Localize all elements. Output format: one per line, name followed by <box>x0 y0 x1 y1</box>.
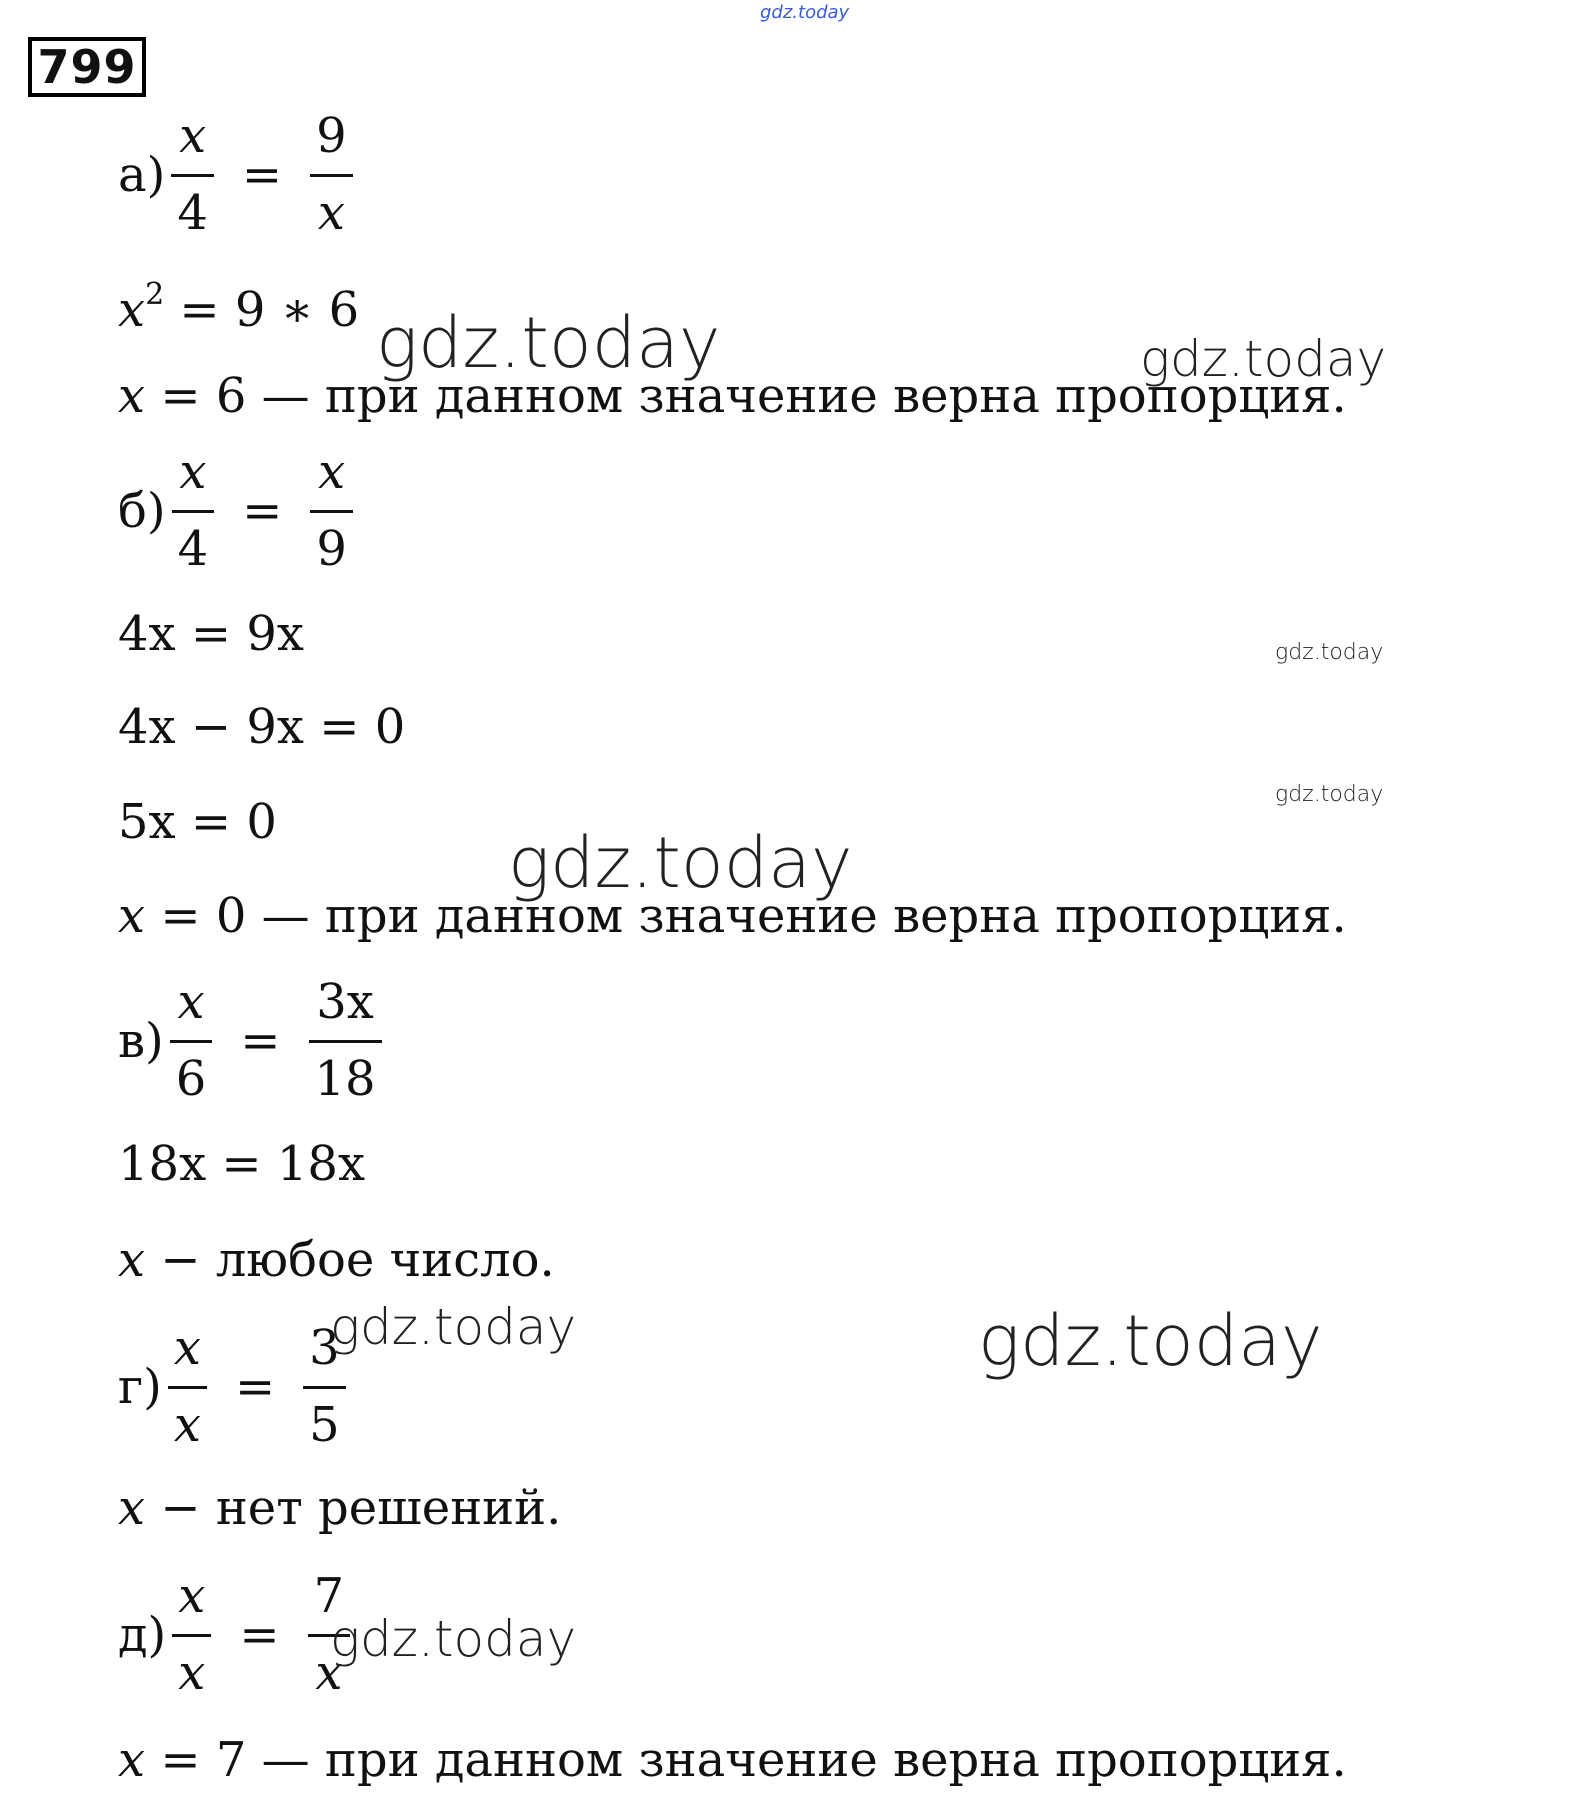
problem-number: 799 <box>28 37 146 97</box>
part-c-label: в) <box>118 1012 164 1069</box>
part-e-answer: x = 7 — при данном значение верна пропорция. <box>118 1732 1347 1788</box>
part-c-answer: x − любое число. <box>118 1232 555 1288</box>
fraction: $\frac{x}{4}$ <box>171 112 214 237</box>
fraction: $\frac{x}{x}$ <box>168 1324 207 1449</box>
watermark: gdz.today <box>376 302 721 384</box>
part-b-label: б) <box>118 482 166 539</box>
watermark: gdz.today <box>330 1610 577 1668</box>
fraction: $\frac{x}{4}$ <box>172 448 215 573</box>
fraction: $\frac{9}{x}$ <box>310 112 353 237</box>
watermark: gdz.today <box>978 1300 1323 1382</box>
part-b-step1: 4x = 9x <box>118 606 304 662</box>
watermark: gdz.today <box>1275 640 1384 665</box>
fraction: $\frac{7}{x}$ <box>308 1572 351 1697</box>
watermark: gdz.today <box>1140 330 1387 388</box>
part-b-step2: 4x − 9x = 0 <box>118 699 406 755</box>
fraction: $\frac{x}{6}$ <box>170 978 213 1103</box>
part-a-equation: а) $\frac{x}{4}$ = $\frac{9}{x}$ <box>118 112 357 237</box>
part-d-label: г) <box>118 1358 162 1415</box>
part-a-answer: x = 6 — при данном значение верна пропорция. <box>118 368 1347 424</box>
fraction: $\frac{x}{x}$ <box>172 1572 211 1697</box>
fraction: $\frac{3}{5}$ <box>303 1324 346 1449</box>
part-b-equation: б) $\frac{x}{4}$ = $\frac{x}{9}$ <box>118 448 357 573</box>
part-e-label: д) <box>118 1606 167 1663</box>
part-e-equation: д) $\frac{x}{x}$ = $\frac{7}{x}$ <box>118 1572 354 1697</box>
part-d-answer: x − нет решений. <box>118 1480 562 1536</box>
watermark-top: gdz.today <box>760 2 850 23</box>
watermark: gdz.today <box>330 1298 577 1356</box>
fraction: $\frac{x}{9}$ <box>310 448 353 573</box>
watermark: gdz.today <box>508 822 853 904</box>
part-b-answer: x = 0 — при данном значение верна пропорция. <box>118 888 1347 944</box>
fraction: $\frac{3x}{18}$ <box>309 978 382 1103</box>
part-c-step1: 18x = 18x <box>118 1136 366 1192</box>
watermark: gdz.today <box>1275 782 1384 807</box>
part-a-label: а) <box>118 146 166 203</box>
part-a-step1: $x^2 = 9$ ∗ 6 <box>118 277 360 338</box>
part-d-equation: г) $\frac{x}{x}$ = $\frac{3}{5}$ <box>118 1324 350 1449</box>
part-b-step3: 5x = 0 <box>118 794 277 850</box>
part-c-equation: в) $\frac{x}{6}$ = $\frac{3x}{18}$ <box>118 978 386 1103</box>
